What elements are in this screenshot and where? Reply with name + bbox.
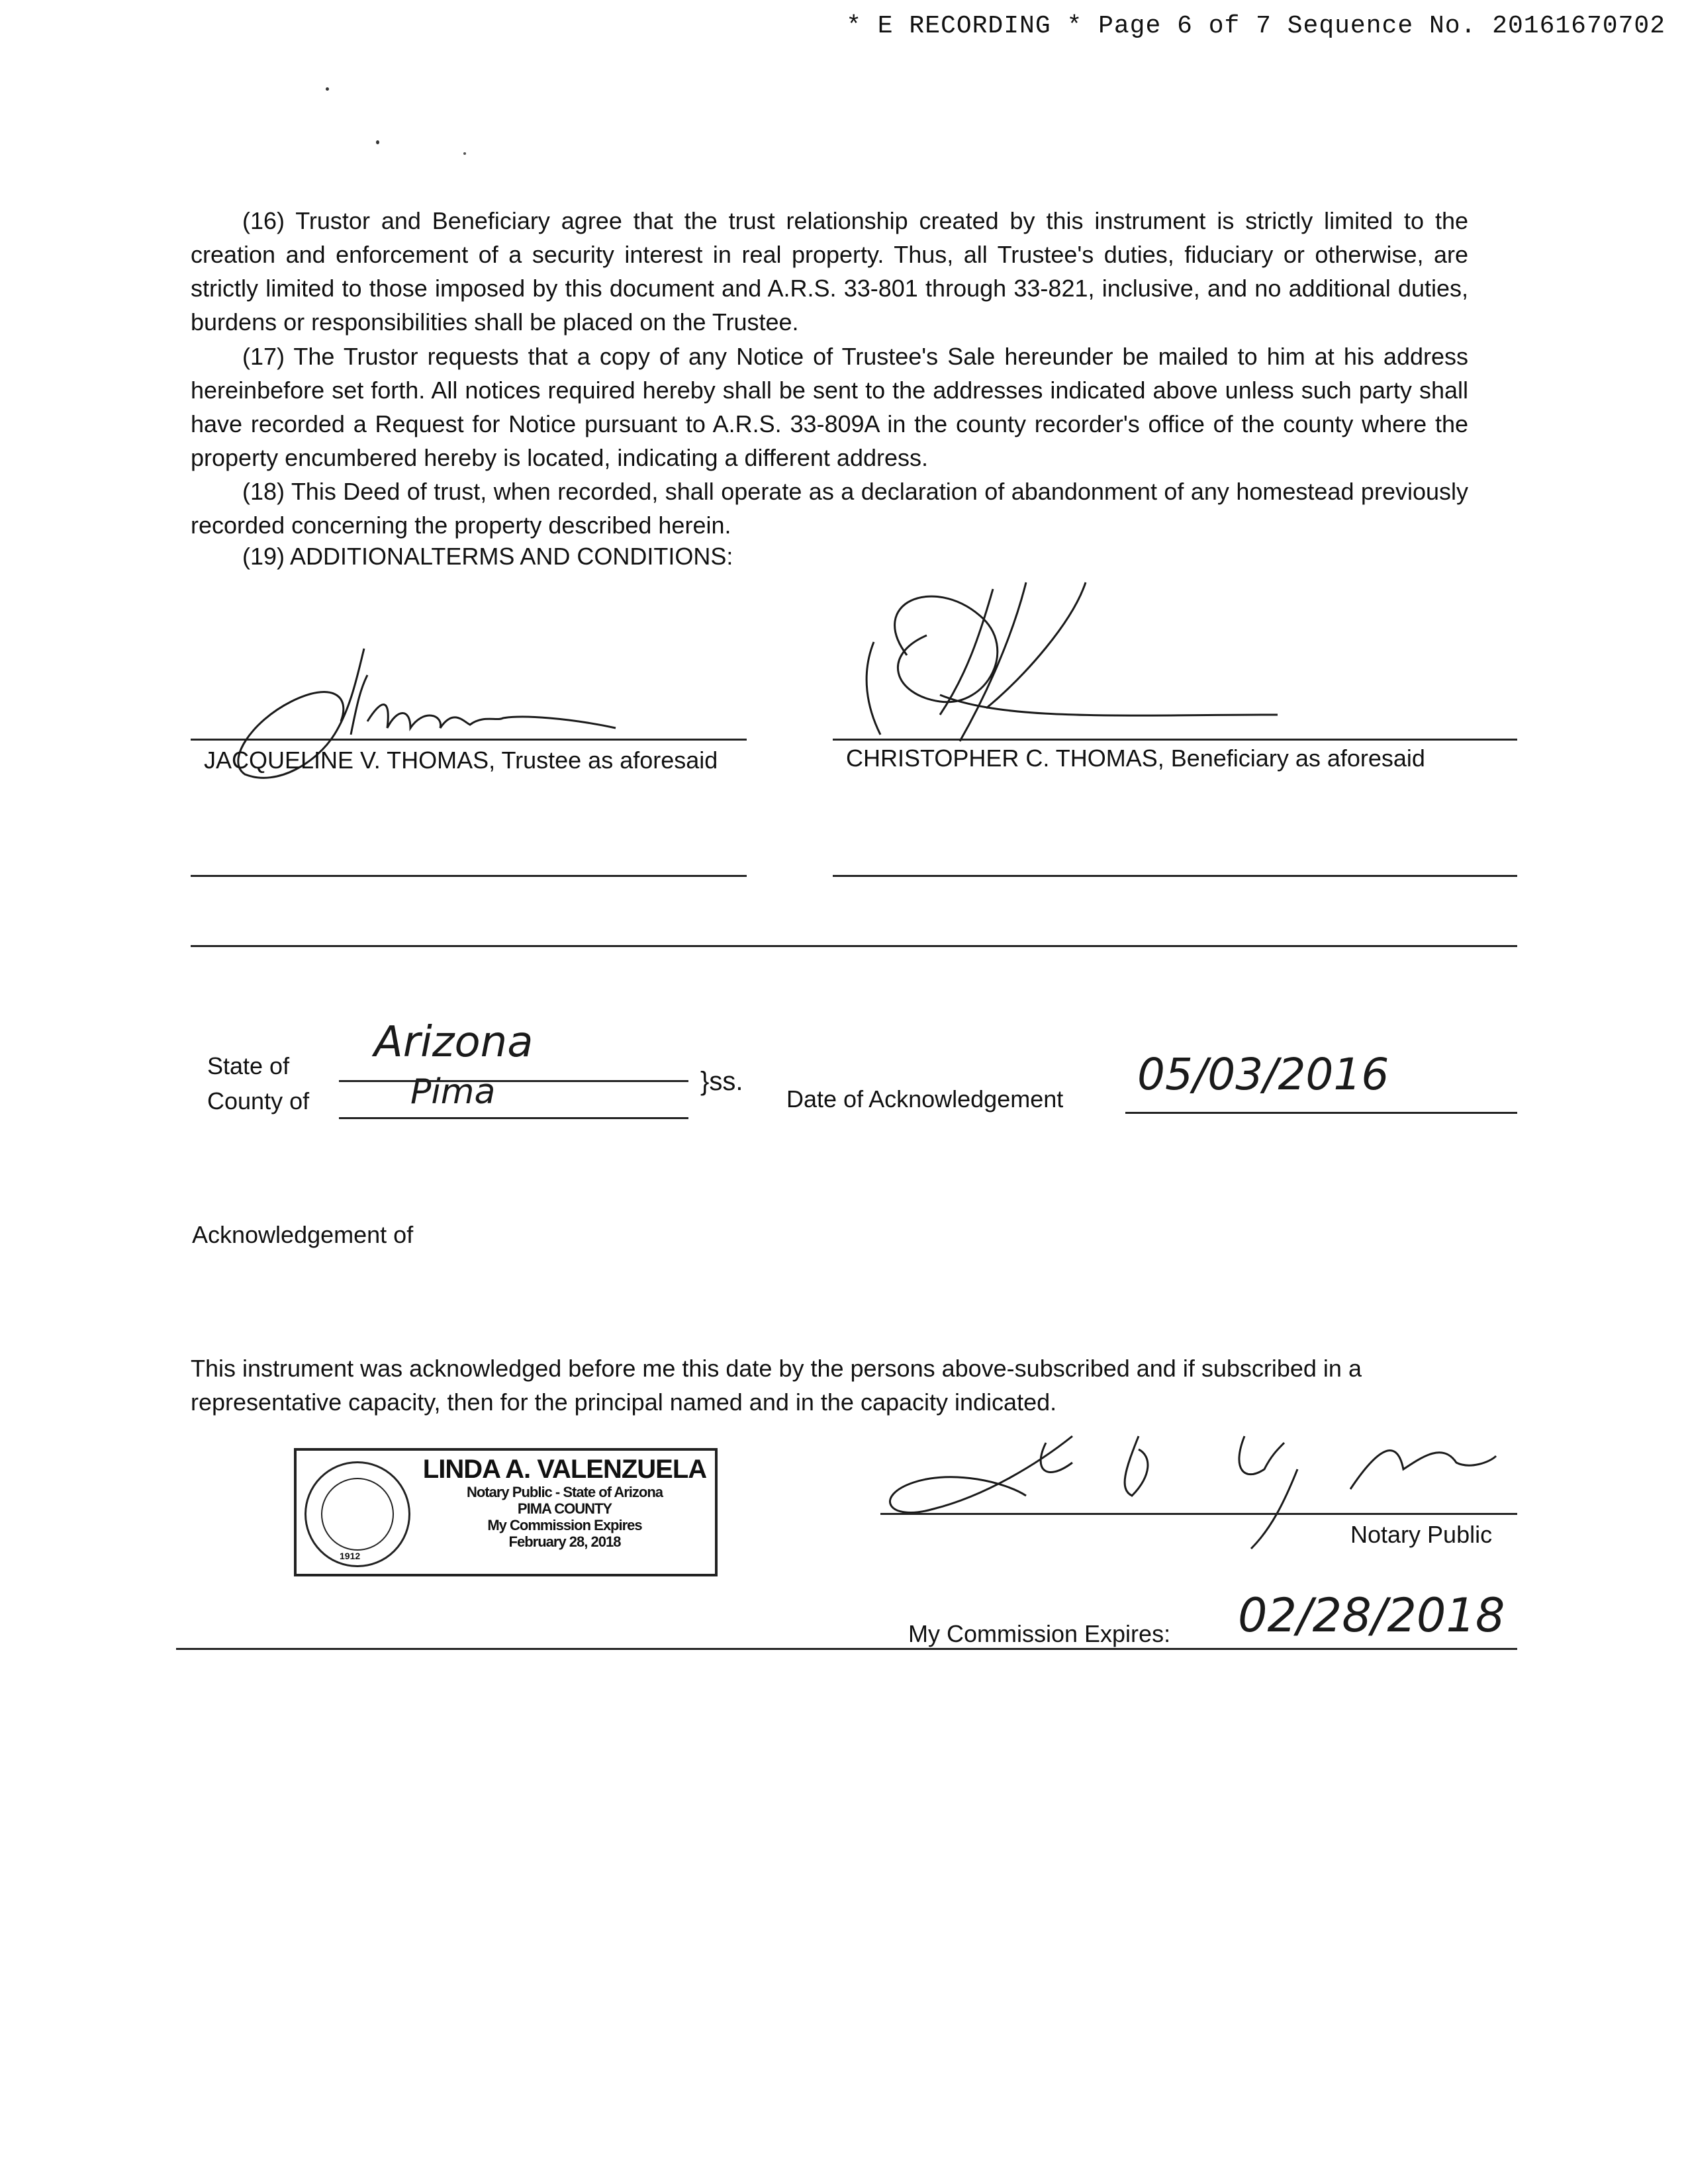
beneficiary-signature [854,576,1317,748]
seal-line-1: Notary Public - State of Arizona [466,1484,663,1500]
acknowledgement-date-value: 05/03/2016 [1137,1049,1389,1100]
county-line [339,1117,688,1119]
trustee-signature [225,635,622,801]
ss-bracket: }ss. [700,1067,743,1096]
state-line [339,1080,688,1082]
clause-19: (19) ADDITIONALTERMS AND CONDITIONS: [242,543,733,570]
notary-signature-line [880,1513,1517,1515]
seal-line-4: February 28, 2018 [508,1533,621,1550]
section-divider [191,945,1517,947]
seal-line-2: PIMA COUNTY [517,1500,612,1517]
seal-line-3: My Commission Expires [487,1517,642,1533]
seal-notary-name: LINDA A. VALENZUELA [422,1455,707,1484]
clause-18: (18) This Deed of trust, when recorded, shall operate as a declaration of abandonment of any homestead previously recorded concerning the property described herein. [191,478,1468,539]
state-label: State of [207,1052,290,1079]
scan-speck [326,87,329,91]
commission-expires-label: My Commission Expires: [908,1620,1171,1647]
date-line [1125,1112,1517,1114]
date-of-acknowledgement-label: Date of Acknowledgement [786,1085,1064,1113]
state-value: Arizona [374,1018,534,1067]
clause-16: (16) Trustor and Beneficiary agree that the trust relationship created by this instrument is strictly limited to the creation and enforcement of a security interest in real property. Thus, all Trustee's duties, fiduciary or otherwise, are strictly limited to those imposed by this document and A.R.S. 33-801 through 33-821, inclusive, and no additional duties, burdens or responsibilities shall be placed on the Trustee. [191,207,1468,336]
county-value: Pima [410,1072,496,1112]
notary-public-label: Notary Public [1350,1521,1493,1548]
beneficiary-name-label: CHRISTOPHER C. THOMAS, Beneficiary as aforesaid [846,745,1425,772]
clause-17: (17) The Trustor requests that a copy of any Notice of Trustee's Sale hereunder be mailed to him at his address hereinbefore set forth. All notices required hereby shall be sent to the addresses indicated above unless such party shall have recorded a Request for Notice pursuant to A.R.S. 33-809A in the county recorder's office of the county where the property encumbered hereby is located, indicating a different address. [191,343,1468,471]
county-label: County of [207,1087,310,1115]
recording-header: * E RECORDING * Page 6 of 7 Sequence No. 20161670702 [846,12,1665,40]
state-seal-emblem: 1912 [305,1461,410,1567]
trustee-name-label: JACQUELINE V. THOMAS, Trustee as aforesaid [204,747,718,774]
blank-signature-line [833,875,1517,877]
commission-line [176,1648,1517,1650]
commission-expires-value: 02/28/2018 [1238,1588,1505,1643]
notary-seal [294,1448,718,1576]
acknowledgement-statement: This instrument was acknowledged before me this date by the persons above-subscribed and if subscribed in a representative capacity, then for the principal named and in the capacity indicated. [191,1355,1362,1416]
blank-signature-line [191,875,747,877]
scan-speck [463,152,466,155]
acknowledgement-of-label: Acknowledgement of [192,1221,414,1248]
scan-speck [376,140,379,144]
